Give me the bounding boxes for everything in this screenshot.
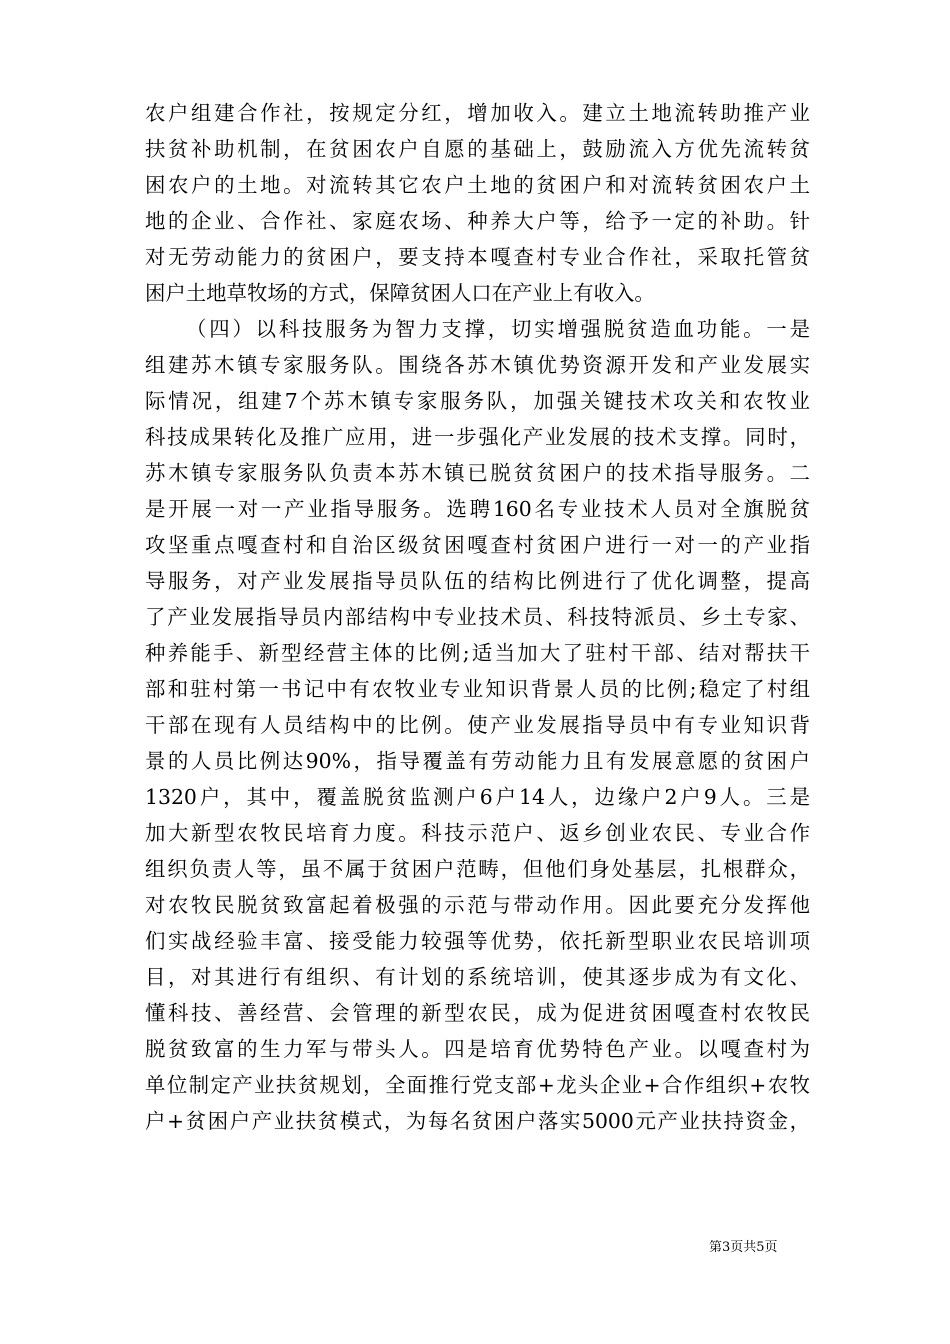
text-line: 懂科技、善经营、会管理的新型农民，成为促进贫困嘎查村农牧民 (145, 1001, 810, 1025)
text-line: 困户土地草牧场的方式，保障贫困人口在产业上有收入。 (145, 281, 655, 305)
text-line: 1320户，其中，覆盖脱贫监测户6户14人，边缘户2户9人。三是 (145, 785, 810, 809)
text-line: 际情况，组建7个苏木镇专家服务队，加强关键技术攻关和农牧业 (145, 389, 810, 413)
text-line: 部和驻村第一书记中有农牧业专业知识背景人员的比例;稳定了村组 (145, 677, 810, 701)
text-line: 扶贫补助机制，在贫困农户自愿的基础上，鼓励流入方优先流转贫 (145, 137, 810, 161)
text-line: 组建苏木镇专家服务队。围绕各苏木镇优势资源开发和产业发展实 (145, 353, 810, 377)
text-line: 景的人员比例达90%，指导覆盖有劳动能力且有发展意愿的贫困户 (145, 749, 810, 773)
text-line: 困农户的土地。对流转其它农户土地的贫困户和对流转贫困农户土 (145, 173, 810, 197)
text-line: 攻坚重点嘎查村和自治区级贫困嘎查村贫困户进行一对一的产业指 (145, 533, 810, 557)
page-footer: 第3页共5页 (709, 1240, 778, 1255)
text-line: 农户组建合作社，按规定分红，增加收入。建立土地流转助推产业 (145, 101, 810, 125)
text-line: 科技成果转化及推广应用，进一步强化产业发展的技术支撑。同时， (145, 425, 810, 449)
text-line: 对无劳动能力的贫困户，要支持本嘎查村专业合作社，采取托管贫 (145, 245, 810, 269)
text-line: 单位制定产业扶贫规划，全面推行党支部+龙头企业+合作组织+农牧 (145, 1073, 810, 1097)
text-line: 导服务，对产业发展指导员队伍的结构比例进行了优化调整，提高 (145, 569, 810, 593)
text-line: 是开展一对一产业指导服务。选聘160名专业技术人员对全旗脱贫 (145, 497, 810, 521)
text-line: 苏木镇专家服务队负责本苏木镇已脱贫贫困户的技术指导服务。二 (145, 461, 810, 485)
body-text (145, 95, 810, 1139)
text-line: 干部在现有人员结构中的比例。使产业发展指导员中有专业知识背 (145, 713, 810, 737)
text-line: 地的企业、合作社、家庭农场、种养大户等，给予一定的补助。针 (145, 209, 810, 233)
text-line: 脱贫致富的生力军与带头人。四是培育优势特色产业。以嘎查村为 (145, 1037, 810, 1061)
paragraph (145, 311, 810, 1139)
text-line: 了产业发展指导员内部结构中专业技术员、科技特派员、乡土专家、 (145, 605, 810, 629)
text-line: 种养能手、新型经营主体的比例;适当加大了驻村干部、结对帮扶干 (145, 641, 810, 665)
text-line: 对农牧民脱贫致富起着极强的示范与带动作用。因此要充分发挥他 (145, 893, 810, 917)
text-line: 们实战经验丰富、接受能力较强等优势，依托新型职业农民培训项 (145, 929, 810, 953)
text-line: 户+贫困户产业扶贫模式，为每名贫困户落实5000元产业扶持资金， (145, 1109, 810, 1133)
text-line: 目，对其进行有组织、有计划的系统培训，使其逐步成为有文化、 (145, 965, 810, 989)
text-line: 组织负责人等，虽不属于贫困户范畴，但他们身处基层，扎根群众， (145, 857, 810, 881)
text-line: （四）以科技服务为智力支撑，切实增强脱贫造血功能。一是 (186, 317, 810, 341)
paragraph (145, 95, 810, 311)
text-line: 加大新型农牧民培育力度。科技示范户、返乡创业农民、专业合作 (145, 821, 810, 845)
